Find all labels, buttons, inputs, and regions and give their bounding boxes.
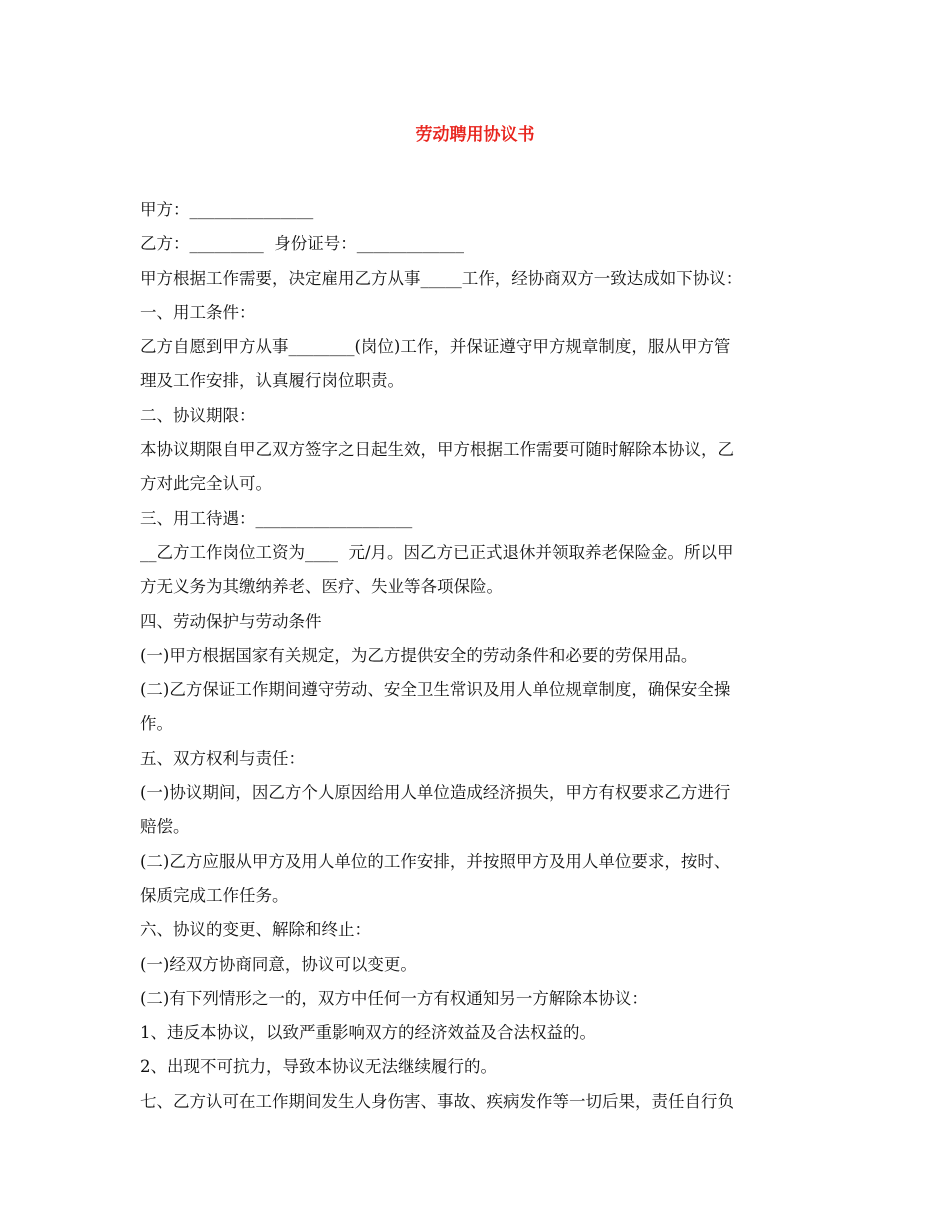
paragraph-line: 赔偿。 — [140, 817, 190, 837]
paragraph-line: 理及工作安排，认真履行岗位职责。 — [140, 371, 404, 391]
section-heading-1: 一、用工条件： — [140, 302, 256, 322]
paragraph-line: 本协议期限自甲乙双方签字之日起生效，甲方根据工作需要可随时解除本协议，乙 — [140, 440, 734, 460]
section-heading-6: 六、协议的变更、解除和终止： — [140, 920, 371, 940]
intro-line: 甲方根据工作需要，决定雇用乙方从事_____工作，经协商双方一致达成如下协议： — [140, 268, 743, 288]
list-item: 2、出现不可抗力，导致本协议无法继续履行的。 — [140, 1057, 497, 1077]
document-body — [140, 193, 820, 1119]
paragraph-line: 乙方自愿到甲方从事________(岗位)工作，并保证遵守甲方规章制度，服从甲方管 — [140, 337, 731, 357]
section-heading-4: 四、劳动保护与劳动条件 — [140, 611, 322, 631]
party-b-line: 乙方：_________ 身份证号：_____________ — [140, 234, 464, 254]
paragraph-line: 保质完成工作任务。 — [140, 885, 289, 905]
list-item: 1、违反本协议，以致严重影响双方的经济效益及合法权益的。 — [140, 1023, 596, 1043]
section-heading-7: 七、乙方认可在工作期间发生人身伤害、事故、疾病发作等一切后果，责任自行负 — [140, 1091, 734, 1111]
paragraph-line: (二)乙方保证工作期间遵守劳动、安全卫生常识及用人单位规章制度，确保安全操 — [140, 680, 731, 700]
section-heading-3: 三、用工待遇：___________________ — [140, 508, 413, 528]
document-title: 劳动聘用协议书 — [415, 125, 535, 145]
paragraph-line: __乙方工作岗位工资为____ 元/月。因乙方已正式退休并领取养老保险金。所以甲 — [140, 542, 734, 562]
paragraph-line: 方无义务为其缴纳养老、医疗、失业等各项保险。 — [140, 577, 503, 597]
paragraph-line: (一)协议期间，因乙方个人原因给用人单位造成经济损失，甲方有权要求乙方进行 — [140, 783, 731, 803]
section-heading-5: 五、双方权利与责任： — [140, 748, 305, 768]
paragraph-line: (二)乙方应服从甲方及用人单位的工作安排，并按照甲方及用人单位要求，按时、 — [140, 851, 731, 871]
party-a-line: 甲方：_______________ — [140, 200, 314, 219]
paragraph-line: 作。 — [140, 714, 173, 734]
paragraph-line: 方对此完全认可。 — [140, 474, 272, 494]
paragraph-line: (二)有下列情形之一的，双方中任何一方有权通知另一方解除本协议： — [140, 988, 648, 1008]
paragraph-line: (一)甲方根据国家有关规定，为乙方提供安全的劳动条件和必要的劳保用品。 — [140, 645, 698, 665]
paragraph-line: (一)经双方协商同意，协议可以变更。 — [140, 954, 417, 974]
section-heading-2: 二、协议期限： — [140, 405, 256, 425]
